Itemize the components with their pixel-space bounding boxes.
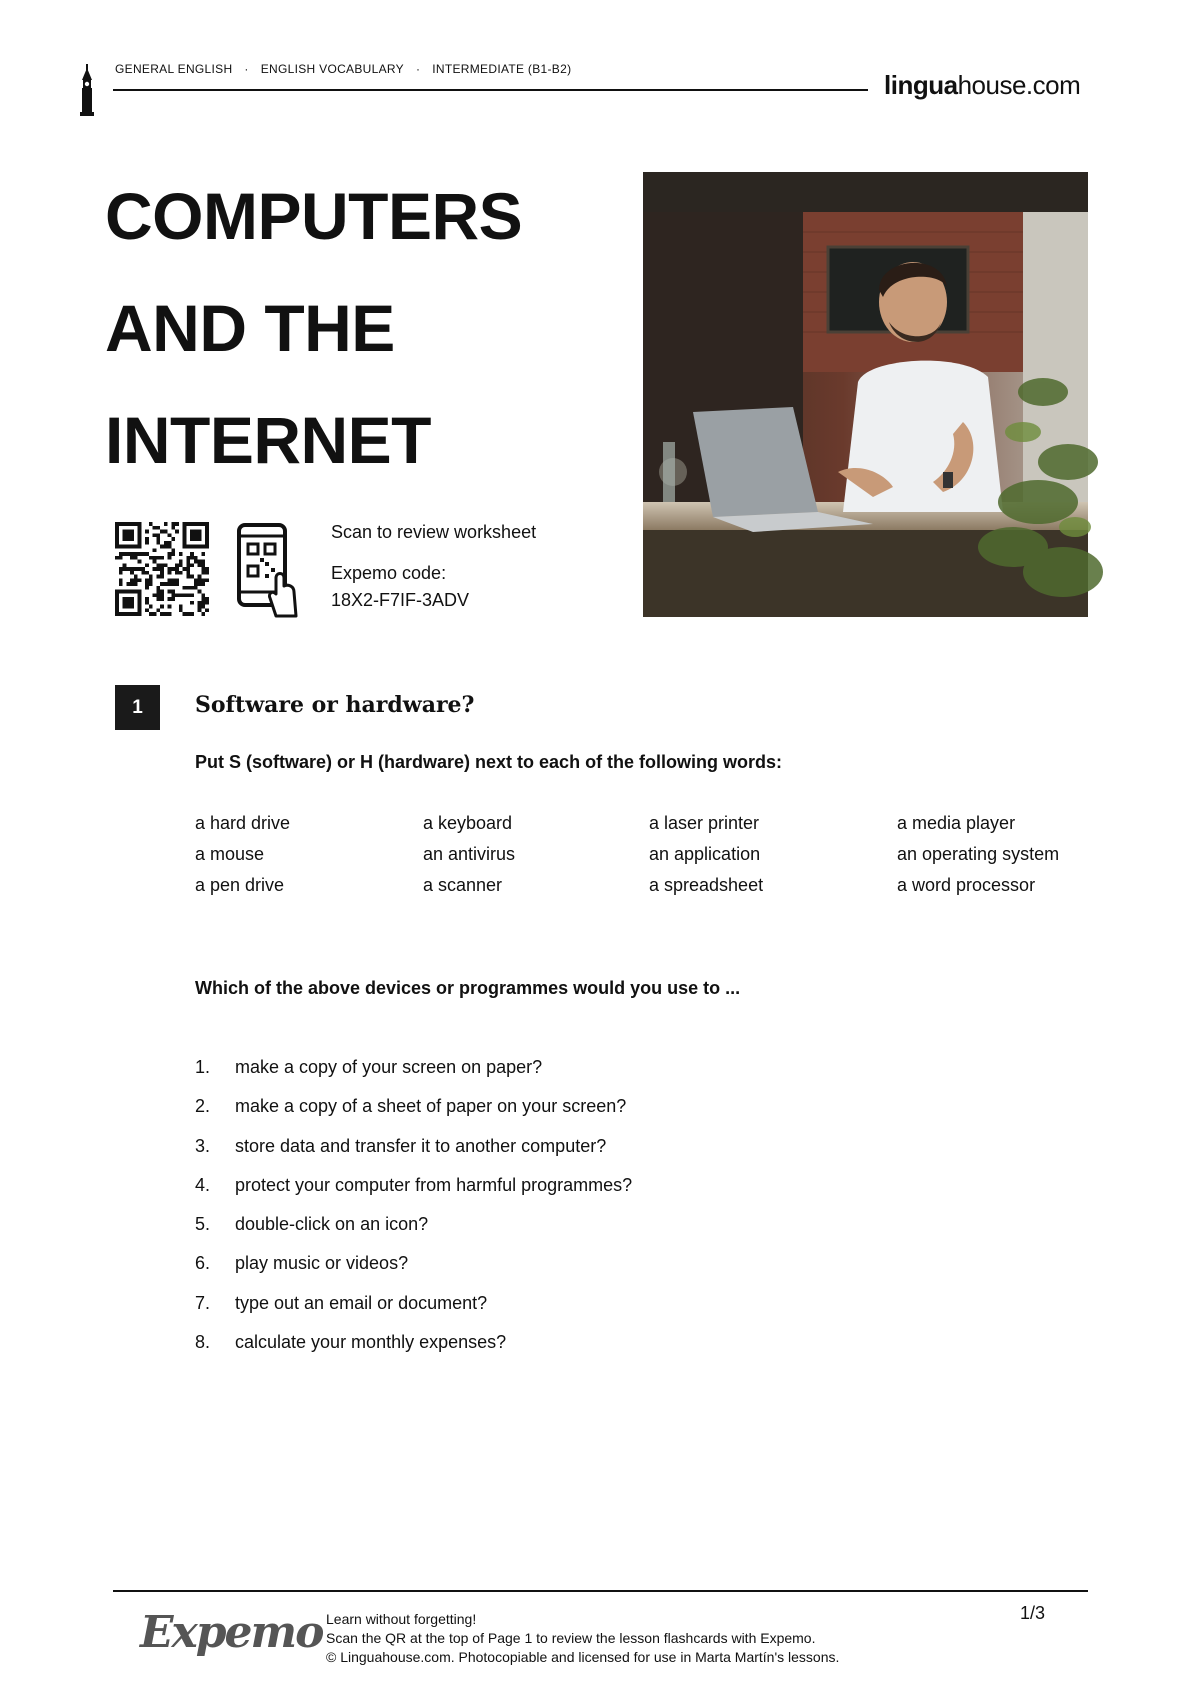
footer-instruction: Scan the QR at the top of Page 1 to review the lesson flashcards with Expemo. <box>326 1630 816 1646</box>
item-text: make a copy of a sheet of paper on your screen? <box>235 1096 627 1117</box>
expemo-code-label: Expemo code: <box>331 563 447 583</box>
vocabulary-grid <box>195 812 1115 896</box>
breadcrumb-level-2: ENGLISH VOCABULARY <box>260 62 404 76</box>
item-number: 2. <box>195 1096 211 1117</box>
qr-code-icon[interactable] <box>115 522 209 616</box>
vocab-word: a hard drive <box>195 813 291 833</box>
item-text: calculate your monthly expenses? <box>235 1332 507 1353</box>
scan-info <box>331 522 536 631</box>
vocab-word: a media player <box>897 813 1016 833</box>
vocab-word: a pen drive <box>195 875 285 895</box>
list-item <box>195 1096 632 1135</box>
page-number: 1/3 <box>1020 1603 1046 1623</box>
header-divider <box>113 89 868 91</box>
brand-logo <box>884 70 1080 101</box>
expemo-code: 18X2-F7IF-3ADV <box>331 590 470 610</box>
expemo-logo <box>138 1603 323 1673</box>
item-number: 1. <box>195 1057 211 1077</box>
list-item <box>195 1332 632 1371</box>
item-text: store data and transfer it to another computer? <box>235 1135 607 1156</box>
question-list <box>195 1057 632 1371</box>
breadcrumb-separator: · <box>244 62 249 76</box>
expemo-logo-text: Expemo <box>140 1607 323 1658</box>
man-using-laptop-photo <box>643 172 1088 617</box>
footer-text <box>326 1610 839 1667</box>
item-text: play music or videos? <box>235 1253 409 1274</box>
phone-scan-icon <box>236 522 300 618</box>
item-number: 5. <box>195 1214 211 1235</box>
vocab-word: a word processor <box>897 875 1036 895</box>
title-line-1: COMPUTERS <box>105 179 523 253</box>
breadcrumb-level-3: INTERMEDIATE (B1-B2) <box>432 62 572 76</box>
vocab-word: an antivirus <box>423 844 516 864</box>
list-item <box>195 1253 632 1292</box>
list-item <box>195 1136 632 1175</box>
footer-divider <box>113 1590 1088 1592</box>
item-number: 7. <box>195 1292 211 1313</box>
list-item <box>195 1214 632 1253</box>
section-instruction: Put S (software) or H (hardware) next to each of the following words: <box>195 752 783 772</box>
breadcrumb-separator: · <box>415 62 421 76</box>
section-number-badge: 1 <box>115 685 160 730</box>
item-text: protect your computer from harmful programmes? <box>235 1174 633 1195</box>
breadcrumb-level-1: GENERAL ENGLISH <box>115 62 233 76</box>
item-number: 8. <box>195 1332 211 1353</box>
section-title: Software or hardware? <box>195 692 475 718</box>
vocab-word: a scanner <box>423 875 503 895</box>
title-line-2: AND THE <box>105 291 395 365</box>
vocab-word: a laser printer <box>649 813 760 833</box>
title-line-3: INTERNET <box>105 403 431 477</box>
item-number: 3. <box>195 1135 211 1156</box>
item-number: 6. <box>195 1253 211 1274</box>
vocab-word: a mouse <box>195 844 265 864</box>
item-number: 4. <box>195 1174 211 1195</box>
brand-logo-bold: lingua <box>884 70 958 100</box>
brand-logo-rest: house.com <box>957 70 1081 100</box>
breadcrumb <box>115 62 571 76</box>
item-text: make a copy of your screen on paper? <box>235 1057 543 1077</box>
vocab-word: a spreadsheet <box>649 875 764 895</box>
list-item <box>195 1057 632 1096</box>
vocab-word: a keyboard <box>423 813 513 833</box>
vocab-word: an operating system <box>897 844 1060 864</box>
question-prompt: Which of the above devices or programmes would you use to ... <box>195 978 741 998</box>
page-title <box>105 160 625 496</box>
footer-tagline: Learn without forgetting! <box>326 1611 477 1627</box>
item-text: double-click on an icon? <box>235 1214 429 1235</box>
big-ben-tower-icon <box>79 64 95 116</box>
footer-copyright: © Linguahouse.com. Photocopiable and licensed for use in Marta Martín's lessons. <box>326 1649 840 1665</box>
scan-label: Scan to review worksheet <box>331 522 537 542</box>
list-item <box>195 1175 632 1214</box>
vocab-word: an application <box>649 844 761 864</box>
item-text: type out an email or document? <box>235 1292 488 1313</box>
list-item <box>195 1293 632 1332</box>
